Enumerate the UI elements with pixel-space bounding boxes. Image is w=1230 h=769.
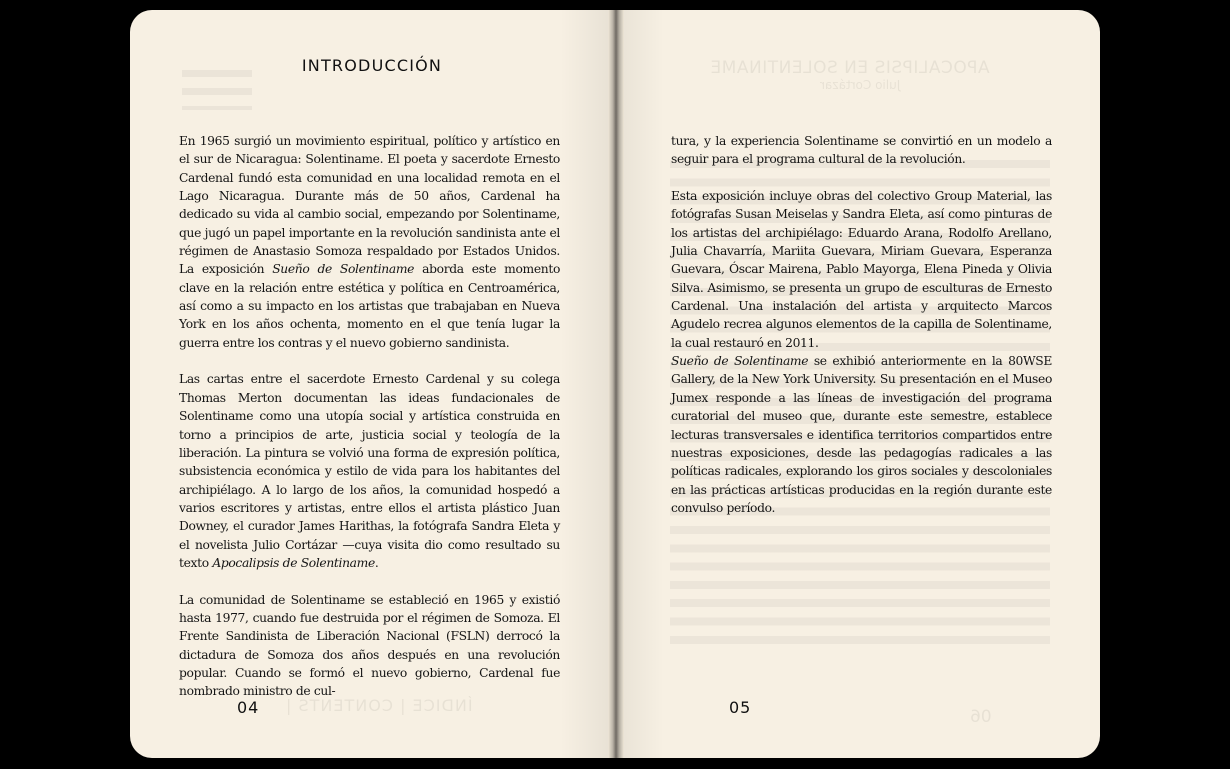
paragraph [671,187,1052,352]
body-text: En 1965 surgió un movimiento espiritual, político y artístico en el sur de Nicaragua: Solentiname. El poeta y sacerdote Ernesto Cardenal fundó esta comunidad en una localidad remota en el Lago Nicaragua. Durante más de 50 años, Cardenal ha dedicado su vida al cambio social, empezando por Solentiname, que jugó un papel importante en la revolución sandinista ante el régimen de Anastasio Somoza respaldado por Estados Unidos. La exposición [179,134,560,277]
show-through-page-number: 06 [970,707,992,727]
show-through-subheading: Julio Cortázar [820,78,901,92]
paragraph [671,352,1052,517]
body-text: aborda este momento clave en la relación entre estética y política en Centroamérica, así como a su impacto en los artistas que trabajaban en Nueva York en los años ochenta, momento en el que tenía lugar la guerra entre los contras y el nuevo gobierno sandinista. [179,262,560,350]
left-page-body [179,132,560,701]
paragraph [179,370,560,572]
body-text: tura, y la experiencia Solentiname se convirtió en un modelo a seguir para el programa cultural de la revolución. [671,134,1052,167]
show-through-index: ÍNDICE | CONTENTS | [285,696,473,715]
body-text: se exhibió anteriormente en la 80WSE Gallery, de la New York University. Su presentación en el Museo Jumex responde a las líneas de investigación del programa curatorial del museo que, durante este semestre, establece lecturas transversales e identifica territorios compartidos entre nuestras exposiciones, desde las pedagogías radicales a las políticas radicales, explorando los giros sociales y descoloniales en las prácticas artísticas producidas en la región durante este convulso período. [671,354,1053,515]
right-page-body [671,132,1052,517]
page-number: 04 [237,698,260,717]
show-through-heading: APOCALIPSIS EN SOLENTINAME [710,58,990,78]
paragraph [671,132,1052,169]
left-page [130,10,614,758]
paragraph [179,132,560,352]
body-text: La comunidad de Solentiname se estableció en 1965 y existió hasta 1977, cuando fue destruida por el régimen de Somoza. El Frente Sandinista de Liberación Nacional (FSLN) derrocó la dictadura de Somoza dos años después en una revolución popular. Cuando se formó el nuevo gobierno, Cardenal fue nombrado ministro de cul- [179,592,560,699]
italic-title-text: Sueño de Solentiname [671,354,809,369]
body-text: Las cartas entre el sacerdote Ernesto Cardenal y su colega Thomas Merton documentan las ideas fundacionales de Solentiname como una utopía social y artística construida en torno a principios de arte, justicia social y teología de la liberación. La pintura se volvió una forma de expresión política, subsistencia económica y estilo de vida para los habitantes del archipiélago. A lo largo de los años, la comunidad hospedó a varios escritores y artistas, entre ellos el artista plástico Juan Downey, el curador James Harithas, la fotógrafa Sandra Eleta y el novelista Julio Cortázar —cuya visita dio como resultado su texto [179,372,560,570]
italic-title-text: Sueño de Solentiname [272,262,415,277]
page-number: 05 [729,698,752,717]
right-page [616,10,1100,758]
open-book [130,10,1100,758]
body-text: Esta exposición incluye obras del colectivo Group Material, las fotógrafas Susan Meiselas y Sandra Eleta, así como pinturas de los artistas del archipiélago: Eduardo Arana, Rodolfo Arellano, Julia Chavarría, Mariita Guevara, Miriam Guevara, Esperanza Guevara, Óscar Mairena, Pablo Mayorga, Elena Pineda y Olivia Silva. Asimismo, se presenta un grupo de esculturas de Ernesto Cardenal. Una instalación del artista y arquitecto Marcos Agudelo recrea algunos elementos de la capilla de Solentiname, la cual restauró en 2011. [671,189,1052,350]
italic-title-text: Apocalipsis de Solentiname [212,555,375,570]
paragraph [179,591,560,701]
page-heading: INTRODUCCIÓN [301,56,443,75]
body-text: . [374,555,379,570]
